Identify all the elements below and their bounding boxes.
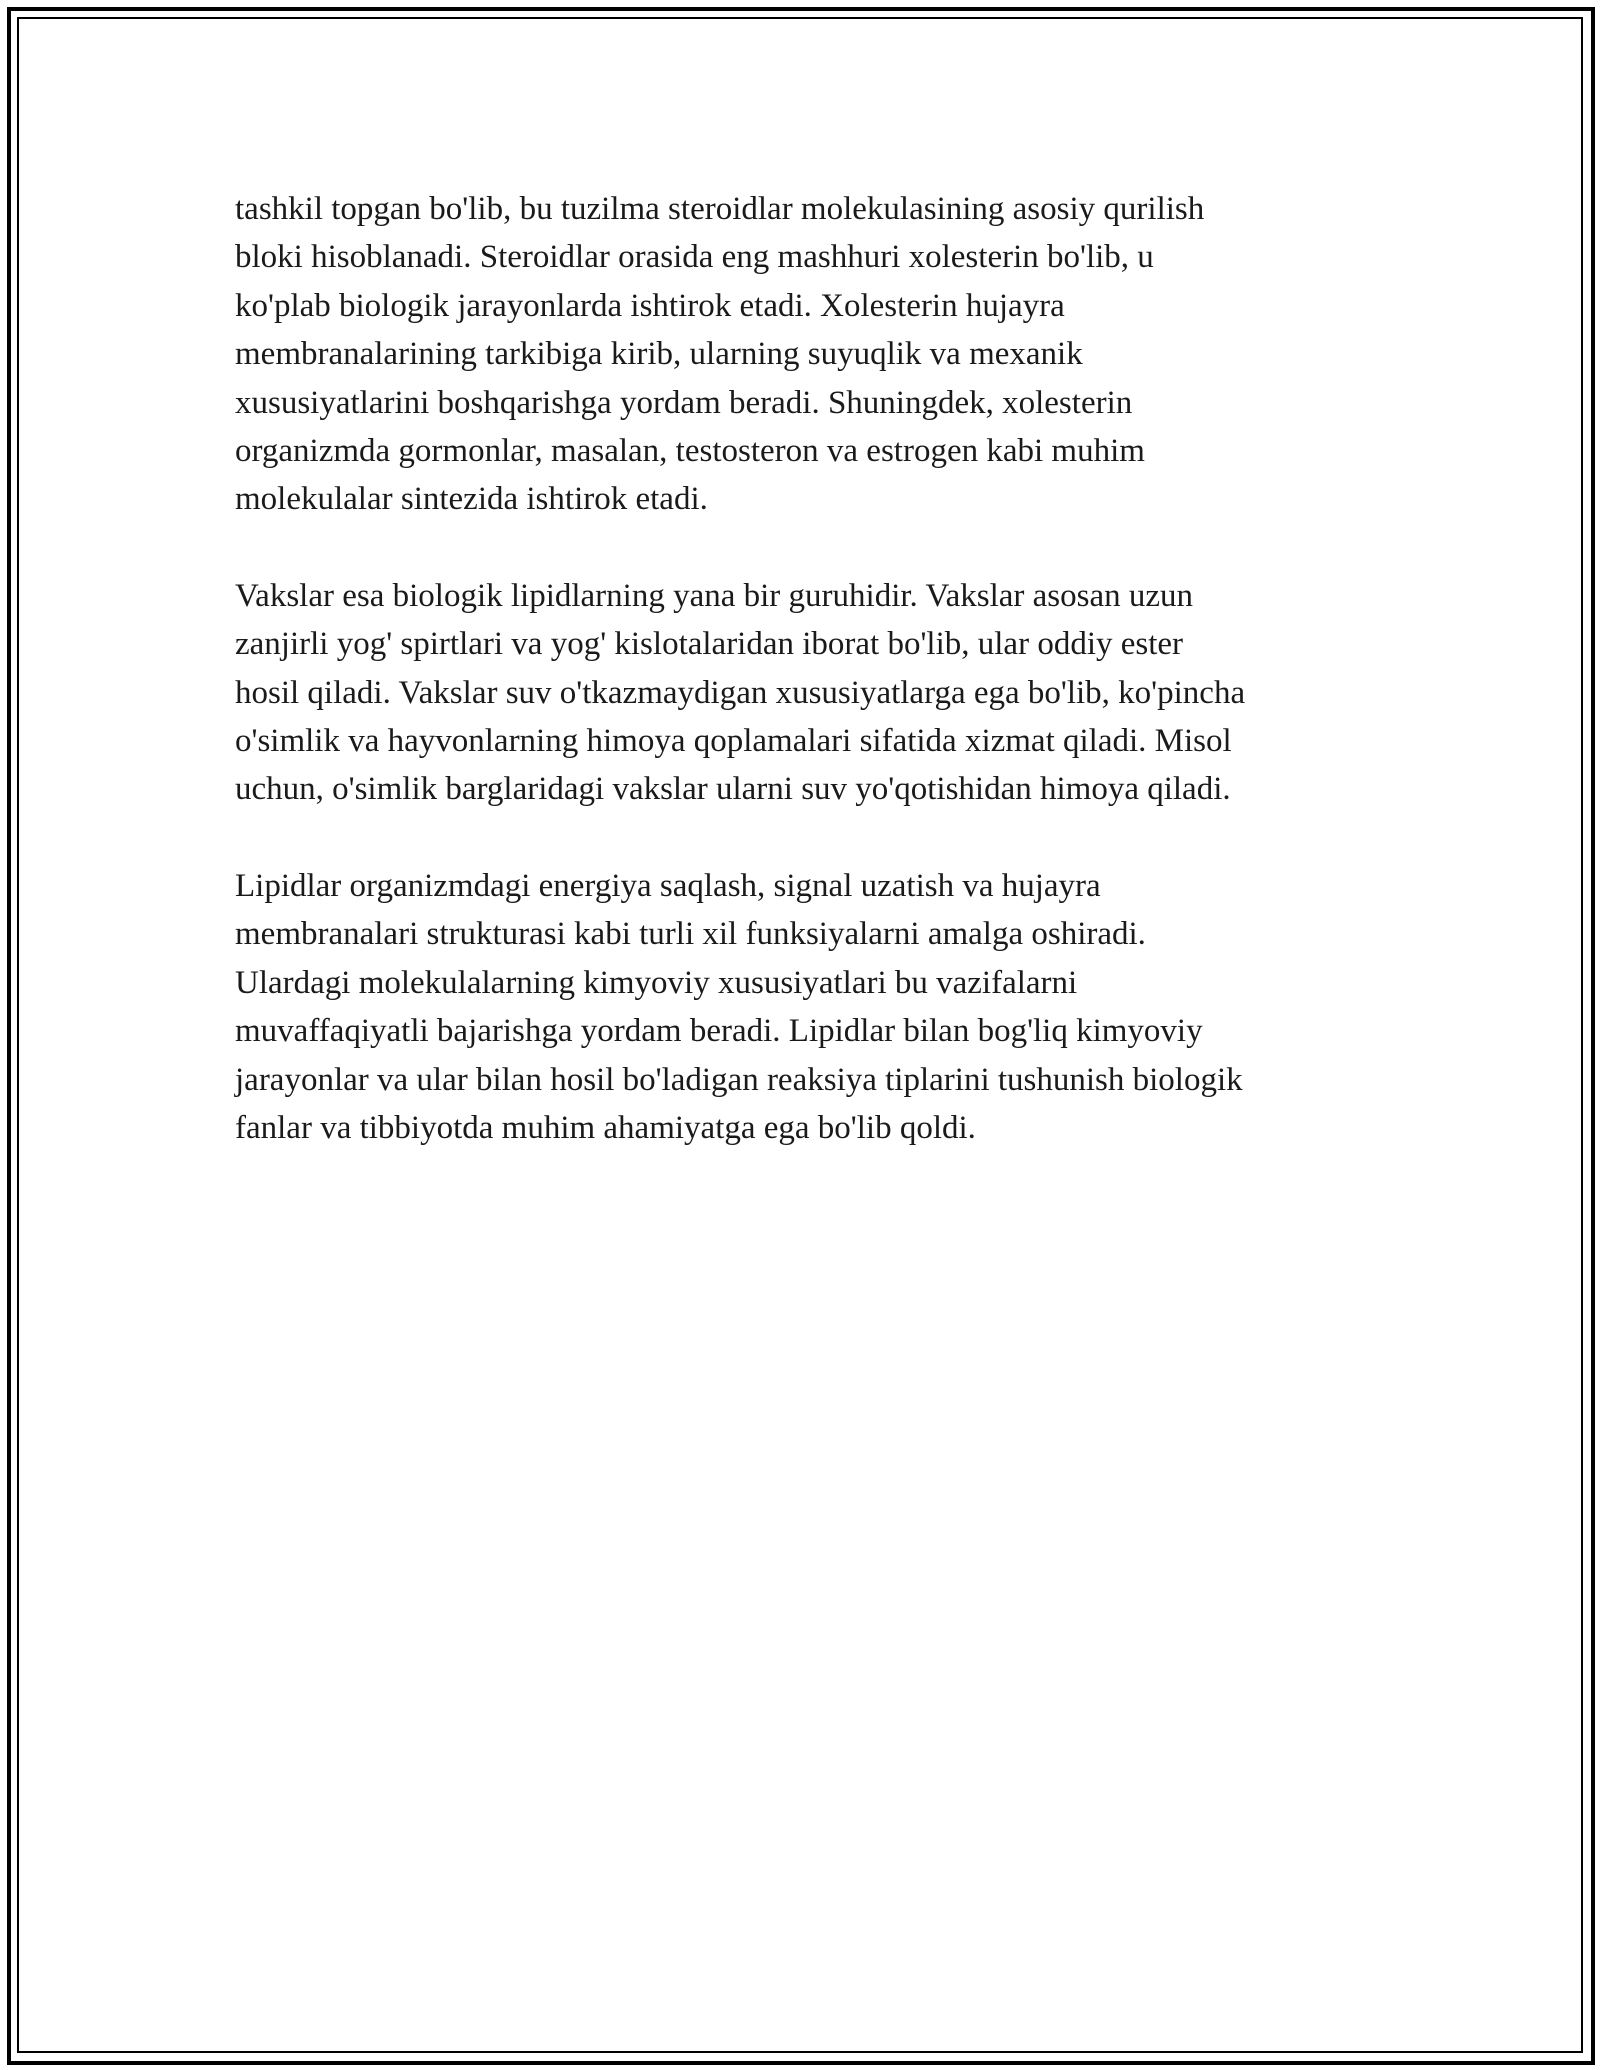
text-line: xususiyatlarini boshqarishga yordam beradi. Shuningdek, xolesterin	[235, 384, 1133, 421]
text-line: Vakslar esa biologik lipidlarning yana bir guruhidir. Vakslar asosan uzun	[235, 577, 1194, 614]
text-line: o'simlik va hayvonlarning himoya qoplamalari sifatida xizmat qiladi. Misol	[235, 723, 1232, 760]
text-line: hosil qiladi. Vakslar suv o'tkazmaydigan xususiyatlarga ega bo'lib, ko'pincha	[235, 674, 1246, 711]
text-line: molekulalar sintezida ishtirok etadi.	[235, 481, 708, 518]
text-line: jarayonlar va ular bilan hosil bo'ladigan reaksiya tiplarini tushunish biologik	[235, 1061, 1243, 1098]
text-line: membranalari strukturasi kabi turli xil funksiyalarni amalga oshiradi.	[235, 916, 1146, 953]
text-line: Lipidlar organizmdagi energiya saqlash, signal uzatish va hujayra	[235, 867, 1101, 904]
text-line: muvaffaqiyatli bajarishga yordam beradi. Lipidlar bilan bog'liq kimyoviy	[235, 1013, 1203, 1050]
paragraph-steroids	[235, 185, 1375, 524]
text-line: tashkil topgan bo'lib, bu tuzilma steroidlar molekulasining asosiy qurilish	[235, 191, 1205, 227]
text-line: ko'plab biologik jarayonlarda ishtirok etadi. Xolesterin hujayra	[235, 287, 1065, 324]
paragraph-lipid-functions	[235, 862, 1375, 1152]
paragraph-waxes	[235, 572, 1375, 814]
text-line: bloki hisoblanadi. Steroidlar orasida eng mashhuri xolesterin bo'lib, u	[235, 239, 1154, 276]
text-line: Ulardagi molekulalarning kimyoviy xususiyatlari bu vazifalarni	[235, 964, 1078, 1001]
text-line: organizmda gormonlar, masalan, testosteron va estrogen kabi muhim	[235, 433, 1145, 470]
text-line: zanjirli yog' spirtlari va yog' kislotalaridan iborat bo'lib, ular oddiy ester	[235, 626, 1184, 663]
document-body	[235, 185, 1375, 1200]
text-line: fanlar va tibbiyotda muhim ahamiyatga ega bo'lib qoldi.	[235, 1109, 976, 1146]
text-line: uchun, o'simlik barglaridagi vakslar ularni suv yo'qotishidan himoya qiladi.	[235, 771, 1231, 808]
text-line: membranalarining tarkibiga kirib, ularning suyuqlik va mexanik	[235, 336, 1083, 373]
